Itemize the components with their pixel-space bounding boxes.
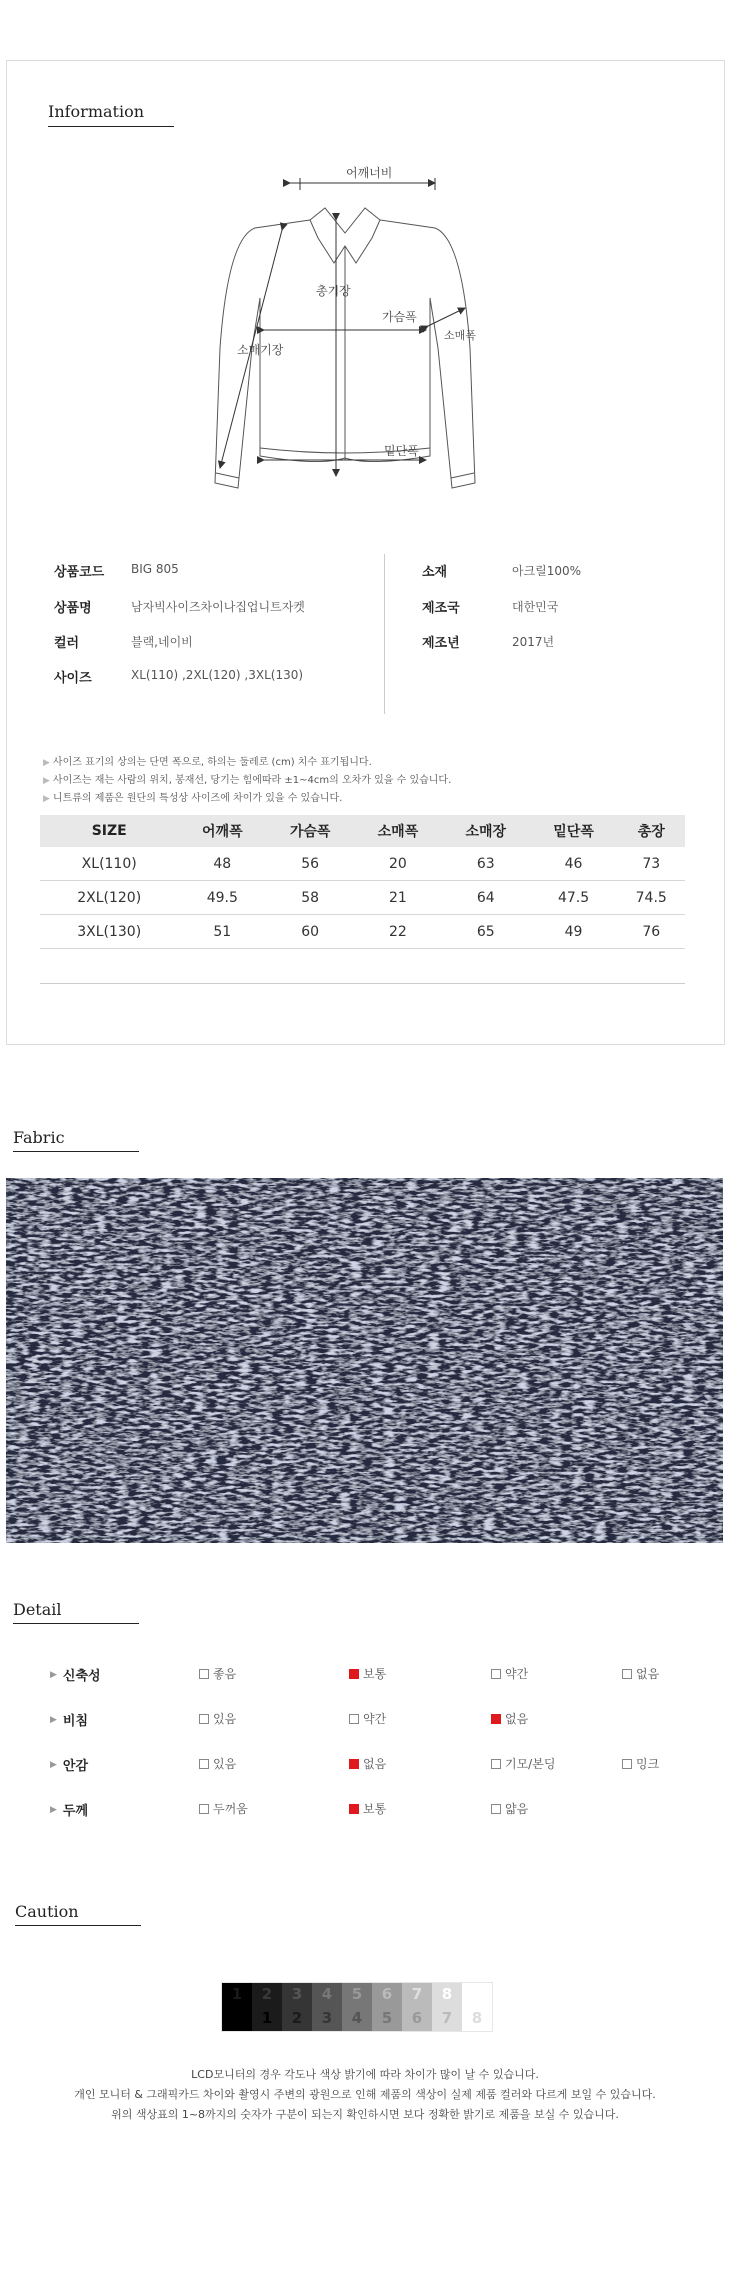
checkbox-checked[interactable] xyxy=(349,1804,359,1814)
table-cell: 20 xyxy=(354,847,442,881)
detail-row-elasticity xyxy=(50,1665,101,1684)
spec-label-code: 상품코드 xyxy=(54,565,105,580)
brightness-swatch xyxy=(282,1983,312,2031)
swatch-number-top: 4 xyxy=(321,1985,333,2003)
option-thickness-normal[interactable]: 보통 xyxy=(349,1800,386,1817)
option-lining-mink[interactable]: 밍크 xyxy=(622,1755,659,1772)
option-lining-brushed[interactable]: 기모/본딩 xyxy=(491,1755,555,1772)
detail-row-lining xyxy=(50,1755,88,1774)
checkbox[interactable] xyxy=(199,1669,209,1679)
table-cell: 76 xyxy=(617,915,685,949)
spec-label-name: 상품명 xyxy=(54,601,92,616)
triangle-icon: ▶ xyxy=(50,1804,57,1815)
option-sheer-slight[interactable]: 약간 xyxy=(349,1710,386,1727)
size-table-header-cell: 소매장 xyxy=(442,815,530,847)
table-cell: 65 xyxy=(442,915,530,949)
swatch-number-bottom: 7 xyxy=(441,2009,453,2027)
swatch-number-bottom: 4 xyxy=(351,2009,363,2027)
spec-label-year: 제조년 xyxy=(422,636,460,651)
brightness-swatch xyxy=(432,1983,462,2031)
table-cell: 22 xyxy=(354,915,442,949)
label-length: 총기장 xyxy=(316,284,351,298)
detail-label: 두께 xyxy=(62,1804,89,1819)
brightness-swatch xyxy=(222,1983,252,2031)
option-elasticity-good[interactable]: 좋음 xyxy=(199,1665,236,1682)
swatch-number-bottom: 6 xyxy=(411,2009,423,2027)
caution-line-2: 개인 모니터 & 그래픽카드 차이와 촬영시 주변의 광원으로 인해 제품의 색상이 실제 제품 컬러와 다르게 보일 수 있습니다. xyxy=(74,2088,656,2101)
swatch-number-bottom: 5 xyxy=(381,2009,393,2027)
detail-title-underline xyxy=(13,1623,139,1624)
option-thickness-thick[interactable]: 두꺼움 xyxy=(199,1800,248,1817)
triangle-icon: ▶ xyxy=(50,1669,57,1680)
size-table-header-cell: 소매폭 xyxy=(354,815,442,847)
fabric-title-underline xyxy=(13,1151,139,1152)
checkbox[interactable] xyxy=(491,1804,501,1814)
spec-value-size: XL(110) ,2XL(120) ,3XL(130) xyxy=(131,668,304,682)
table-row xyxy=(40,915,685,949)
caution-title: Caution xyxy=(15,1902,79,1921)
table-cell: 58 xyxy=(266,881,354,915)
size-table-header-cell: 총장 xyxy=(617,815,685,847)
option-elasticity-normal[interactable]: 보통 xyxy=(349,1665,386,1682)
option-elasticity-none[interactable]: 없음 xyxy=(622,1665,659,1682)
label-sleeve-length: 소매기장 xyxy=(237,343,284,357)
size-table-header xyxy=(40,815,685,847)
detail-row-thickness xyxy=(50,1800,88,1819)
option-thickness-thin[interactable]: 얇음 xyxy=(491,1800,528,1817)
caution-title-underline xyxy=(15,1925,141,1926)
sleeve-width-arrow xyxy=(428,308,465,326)
size-note-2: ▶ 사이즈는 재는 사람의 위치, 봉재선, 당기는 힘에따라 ±1~4cm의 오차가 있을 수 있습니다. xyxy=(43,775,452,786)
swatch-number-top: 1 xyxy=(231,1985,243,2003)
spec-label-color: 컬러 xyxy=(54,636,80,651)
checkbox[interactable] xyxy=(622,1759,632,1769)
swatch-number-bottom: 8 xyxy=(471,2009,483,2027)
brightness-swatch xyxy=(372,1983,402,2031)
fabric-title: Fabric xyxy=(13,1128,65,1147)
option-sheer-none[interactable]: 없음 xyxy=(491,1710,528,1727)
triangle-icon: ▶ xyxy=(50,1714,57,1725)
table-row xyxy=(40,847,685,881)
size-table xyxy=(40,815,685,949)
brightness-calibration-strip xyxy=(221,1982,493,2032)
table-cell: 63 xyxy=(442,847,530,881)
table-cell: 48 xyxy=(178,847,266,881)
swatch-number-top: 7 xyxy=(411,1985,423,2003)
spec-value-country: 대한민국 xyxy=(512,600,559,614)
info-bottom-divider xyxy=(40,983,685,984)
checkbox[interactable] xyxy=(199,1804,209,1814)
label-hem: 밑단폭 xyxy=(384,444,419,458)
information-title: Information xyxy=(48,102,145,121)
fabric-texture-image xyxy=(6,1178,723,1543)
table-cell: 56 xyxy=(266,847,354,881)
brightness-swatch xyxy=(462,1983,492,2031)
brightness-swatch xyxy=(342,1983,372,2031)
spec-label-country: 제조국 xyxy=(422,601,460,616)
spec-label-material: 소재 xyxy=(422,565,448,580)
table-cell: XL(110) xyxy=(40,847,178,881)
table-cell: 49 xyxy=(530,915,618,949)
swatch-number-bottom: 1 xyxy=(261,2009,273,2027)
label-shoulder: 어깨너비 xyxy=(346,166,393,180)
spec-value-name: 남자빅사이즈차이나집업니트자켓 xyxy=(131,600,305,614)
spec-value-material: 아크릴100% xyxy=(512,564,582,578)
size-table-header-cell: 밑단폭 xyxy=(530,815,618,847)
swatch-number-bottom: 3 xyxy=(321,2009,333,2027)
label-chest: 가슴폭 xyxy=(382,310,417,324)
swatch-number-bottom: 2 xyxy=(291,2009,303,2027)
table-row xyxy=(40,881,685,915)
size-note-1: ▶ 사이즈 표기의 상의는 단면 폭으로, 하의는 둘레로 (cm) 치수 표기됩니다. xyxy=(43,757,372,768)
table-cell: 51 xyxy=(178,915,266,949)
checkbox-checked[interactable] xyxy=(349,1669,359,1679)
table-cell: 3XL(130) xyxy=(40,915,178,949)
checkbox[interactable] xyxy=(491,1759,501,1769)
spec-value-color: 블랙,네이비 xyxy=(131,635,193,649)
swatch-number-top: 3 xyxy=(291,1985,303,2003)
detail-label: 안감 xyxy=(62,1759,89,1774)
size-table-header-cell: 어깨폭 xyxy=(178,815,266,847)
swatch-number-top: 5 xyxy=(351,1985,363,2003)
detail-label: 신축성 xyxy=(62,1669,101,1684)
spec-value-year: 2017년 xyxy=(512,635,555,649)
checkbox[interactable] xyxy=(491,1669,501,1679)
label-sleeve-width: 소매폭 xyxy=(444,329,476,342)
spec-value-code: BIG 805 xyxy=(131,562,179,576)
brightness-swatch xyxy=(312,1983,342,2031)
detail-label: 비침 xyxy=(62,1714,89,1729)
size-note-3: ▶ 니트류의 제품은 원단의 특성상 사이즈에 차이가 있을 수 있습니다. xyxy=(43,793,343,804)
size-table-header-cell: SIZE xyxy=(40,815,178,847)
garment-measurement-diagram xyxy=(200,158,530,498)
checkbox[interactable] xyxy=(622,1669,632,1679)
table-cell: 73 xyxy=(617,847,685,881)
table-cell: 21 xyxy=(354,881,442,915)
table-cell: 2XL(120) xyxy=(40,881,178,915)
size-table-header-cell: 가슴폭 xyxy=(266,815,354,847)
checkbox[interactable] xyxy=(199,1759,209,1769)
table-cell: 64 xyxy=(442,881,530,915)
table-cell: 49.5 xyxy=(178,881,266,915)
swatch-number-top: 2 xyxy=(261,1985,273,2003)
spec-divider xyxy=(384,554,385,714)
detail-title: Detail xyxy=(13,1600,62,1619)
checkbox[interactable] xyxy=(199,1714,209,1724)
table-cell: 47.5 xyxy=(530,881,618,915)
caution-line-1: LCD모니터의 경우 각도나 색상 밝기에 따라 차이가 많이 날 수 있습니다. xyxy=(191,2068,539,2081)
swatch-number-top: 6 xyxy=(381,1985,393,2003)
brightness-swatch xyxy=(252,1983,282,2031)
checkbox-checked[interactable] xyxy=(491,1714,501,1724)
checkbox-checked[interactable] xyxy=(349,1759,359,1769)
caution-line-3: 위의 색상표의 1~8까지의 숫자가 구분이 되는지 확인하시면 보다 정확한 밝기로 제품을 보실 수 있습니다. xyxy=(111,2108,619,2121)
triangle-icon: ▶ xyxy=(50,1759,57,1770)
information-title-underline xyxy=(48,126,174,127)
option-sheer-yes[interactable]: 있음 xyxy=(199,1710,236,1727)
swatch-number-top: 8 xyxy=(441,1985,453,2003)
table-cell: 74.5 xyxy=(617,881,685,915)
option-elasticity-slight[interactable]: 약간 xyxy=(491,1665,528,1682)
option-lining-yes[interactable]: 있음 xyxy=(199,1755,236,1772)
table-cell: 60 xyxy=(266,915,354,949)
spec-label-size: 사이즈 xyxy=(54,671,92,686)
option-lining-none[interactable]: 없음 xyxy=(349,1755,386,1772)
brightness-swatch xyxy=(402,1983,432,2031)
detail-row-sheerness xyxy=(50,1710,88,1729)
checkbox[interactable] xyxy=(349,1714,359,1724)
table-cell: 46 xyxy=(530,847,618,881)
